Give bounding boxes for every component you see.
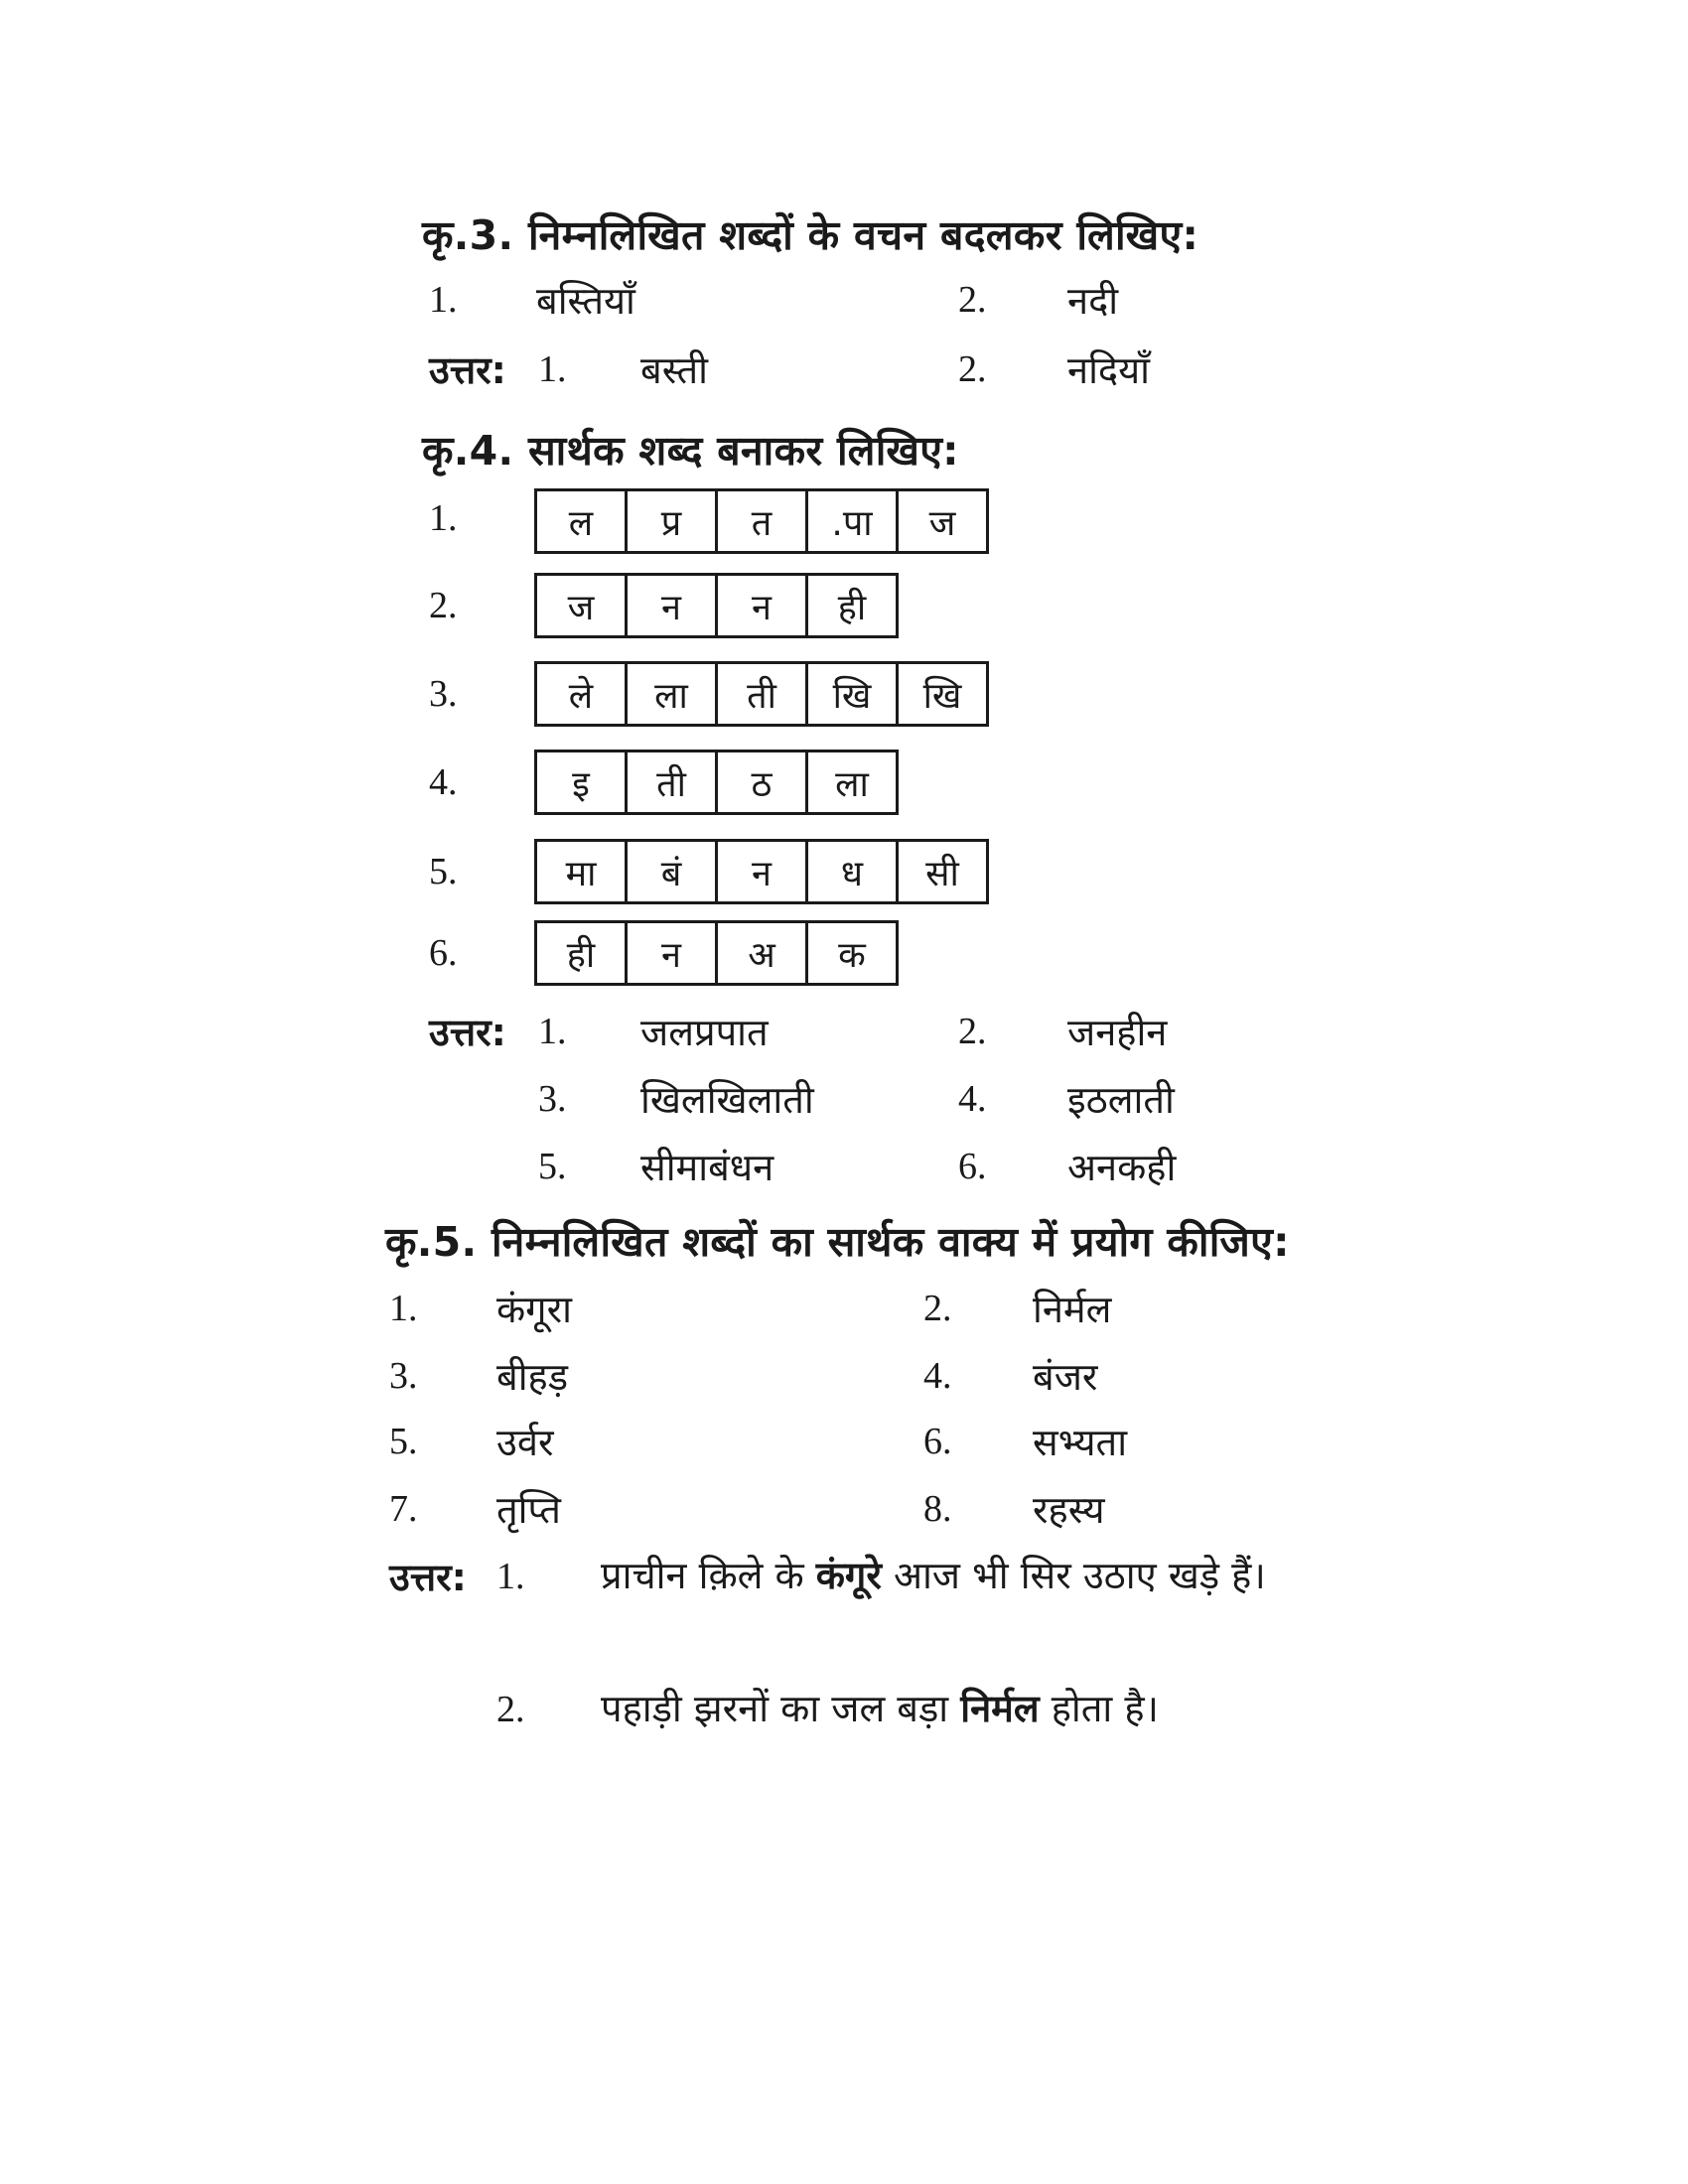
- q4-answer-5-num: 5.: [538, 1146, 567, 1187]
- q4-answer-3-num: 3.: [538, 1078, 567, 1120]
- q3-title: कृ.3. निम्नलिखित शब्दों के वचन बदलकर लिखिए:: [422, 211, 1199, 259]
- letter-cell: अ: [718, 923, 808, 983]
- q4-puzzle-4-num: 4.: [429, 761, 458, 803]
- sentence-text: प्राचीन क़िले के: [601, 1554, 816, 1597]
- letter-cell: न: [628, 923, 718, 983]
- q5-item-1-num: 1.: [389, 1288, 418, 1329]
- letter-cell: न: [718, 842, 808, 901]
- q5-item-5-num: 5.: [389, 1421, 418, 1462]
- sentence-keyword: कंगूरे: [815, 1554, 882, 1597]
- q5-item-7-word: तृप्ति: [496, 1488, 561, 1532]
- q4-puzzle-2-num: 2.: [429, 585, 458, 626]
- q4-answer-6-num: 6.: [958, 1146, 987, 1187]
- q3-item-2-num: 2.: [958, 279, 987, 321]
- q5-item-5-word: उर्वर: [496, 1421, 554, 1464]
- q4-answer-2-word: जनहीन: [1067, 1011, 1168, 1054]
- q4-puzzle-4-grid: [534, 750, 899, 815]
- letter-cell: ही: [537, 923, 628, 983]
- letter-cell: क: [838, 934, 866, 976]
- letter-cell: ले: [537, 664, 628, 724]
- sentence-text: पहाड़ी झरनों का जल बड़ा: [601, 1687, 961, 1730]
- q4-answer-2-num: 2.: [958, 1011, 987, 1052]
- q5-answer-2-sentence: [601, 1677, 1494, 1740]
- letter-cell: बं: [628, 842, 718, 901]
- q4-answer-label: उत्तर:: [429, 1011, 506, 1054]
- q4-answer-4-num: 4.: [958, 1078, 987, 1120]
- q4-puzzle-3-num: 3.: [429, 673, 458, 715]
- q3-answer-1-num: 1.: [538, 348, 567, 390]
- letter-cell: ज: [537, 576, 628, 635]
- q4-puzzle-1-num: 1.: [429, 497, 458, 539]
- letter-cell: ठ: [718, 752, 808, 812]
- letter-cell: ल: [537, 491, 628, 551]
- q5-item-2-num: 2.: [923, 1288, 952, 1329]
- q4-puzzle-5-num: 5.: [429, 851, 458, 892]
- q4-answer-1-num: 1.: [538, 1011, 567, 1052]
- q5-answer-1-sentence: [601, 1544, 1306, 1607]
- letter-cell: ती: [718, 664, 808, 724]
- q5-title: कृ.5. निम्नलिखित शब्दों का सार्थक वाक्य में प्रयोग कीजिए:: [385, 1218, 1290, 1266]
- q3-answer-2-num: 2.: [958, 348, 987, 390]
- q5-item-8-word: रहस्य: [1033, 1488, 1105, 1532]
- q5-answer-2-num: 2.: [496, 1689, 525, 1730]
- letter-cell: न: [628, 576, 718, 635]
- q4-puzzle-3-grid: [534, 661, 989, 727]
- letter-cell: ती: [628, 752, 718, 812]
- q4-answer-4-word: इठलाती: [1067, 1078, 1175, 1122]
- q3-answer-1-word: बस्ती: [640, 348, 708, 392]
- sentence-text: होता है।: [1039, 1687, 1159, 1730]
- q5-answer-label: उत्तर:: [389, 1556, 467, 1599]
- letter-cell: खि: [922, 675, 962, 717]
- q5-item-2-word: निर्मल: [1033, 1288, 1112, 1331]
- letter-cell: खि: [808, 664, 899, 724]
- q5-item-4-word: बंजर: [1033, 1355, 1098, 1399]
- q5-item-8-num: 8.: [923, 1488, 952, 1530]
- sentence-text: आज भी सिर उठाए खड़े हैं।: [881, 1554, 1266, 1597]
- q4-puzzle-6-grid: [534, 920, 899, 986]
- letter-cell: प्र: [628, 491, 718, 551]
- sentence-keyword: निर्मल: [960, 1687, 1040, 1730]
- letter-cell: न: [718, 576, 808, 635]
- q3-item-1-num: 1.: [429, 279, 458, 321]
- q3-item-2-word: नदी: [1067, 279, 1119, 323]
- q3-answer-2-word: नदियाँ: [1067, 348, 1150, 392]
- q4-puzzle-5-grid: [534, 839, 989, 904]
- q5-item-6-num: 6.: [923, 1421, 952, 1462]
- q5-answer-1-num: 1.: [496, 1556, 525, 1597]
- letter-cell: त: [718, 491, 808, 551]
- letter-cell: .पा: [808, 491, 899, 551]
- q5-item-3-word: बीहड़: [496, 1355, 569, 1399]
- q4-puzzle-2-grid: [534, 573, 899, 638]
- q5-item-1-word: कंगूरा: [496, 1288, 572, 1331]
- q4-puzzle-6-num: 6.: [429, 932, 458, 974]
- q4-puzzle-1-grid: [534, 488, 989, 554]
- q4-title: कृ.4. सार्थक शब्द बनाकर लिखिए:: [422, 427, 959, 475]
- q4-answer-1-word: जलप्रपात: [640, 1011, 769, 1054]
- q5-item-7-num: 7.: [389, 1488, 418, 1530]
- q5-item-4-num: 4.: [923, 1355, 952, 1397]
- q4-answer-5-word: सीमाबंधन: [640, 1146, 774, 1189]
- letter-cell: इ: [537, 752, 628, 812]
- letter-cell: ला: [835, 763, 869, 805]
- letter-cell: सी: [925, 853, 959, 894]
- letter-cell: मा: [537, 842, 628, 901]
- letter-cell: ला: [628, 664, 718, 724]
- q4-answer-6-word: अनकही: [1067, 1146, 1177, 1189]
- q4-answer-3-word: खिलखिलाती: [640, 1078, 814, 1122]
- letter-cell: ध: [808, 842, 899, 901]
- q5-item-6-word: सभ्यता: [1033, 1421, 1128, 1464]
- letter-cell: ज: [928, 502, 956, 544]
- q3-answer-label: उत्तर:: [429, 348, 506, 392]
- letter-cell: ही: [837, 587, 867, 628]
- q5-item-3-num: 3.: [389, 1355, 418, 1397]
- q3-item-1-word: बस्तियाँ: [536, 279, 635, 323]
